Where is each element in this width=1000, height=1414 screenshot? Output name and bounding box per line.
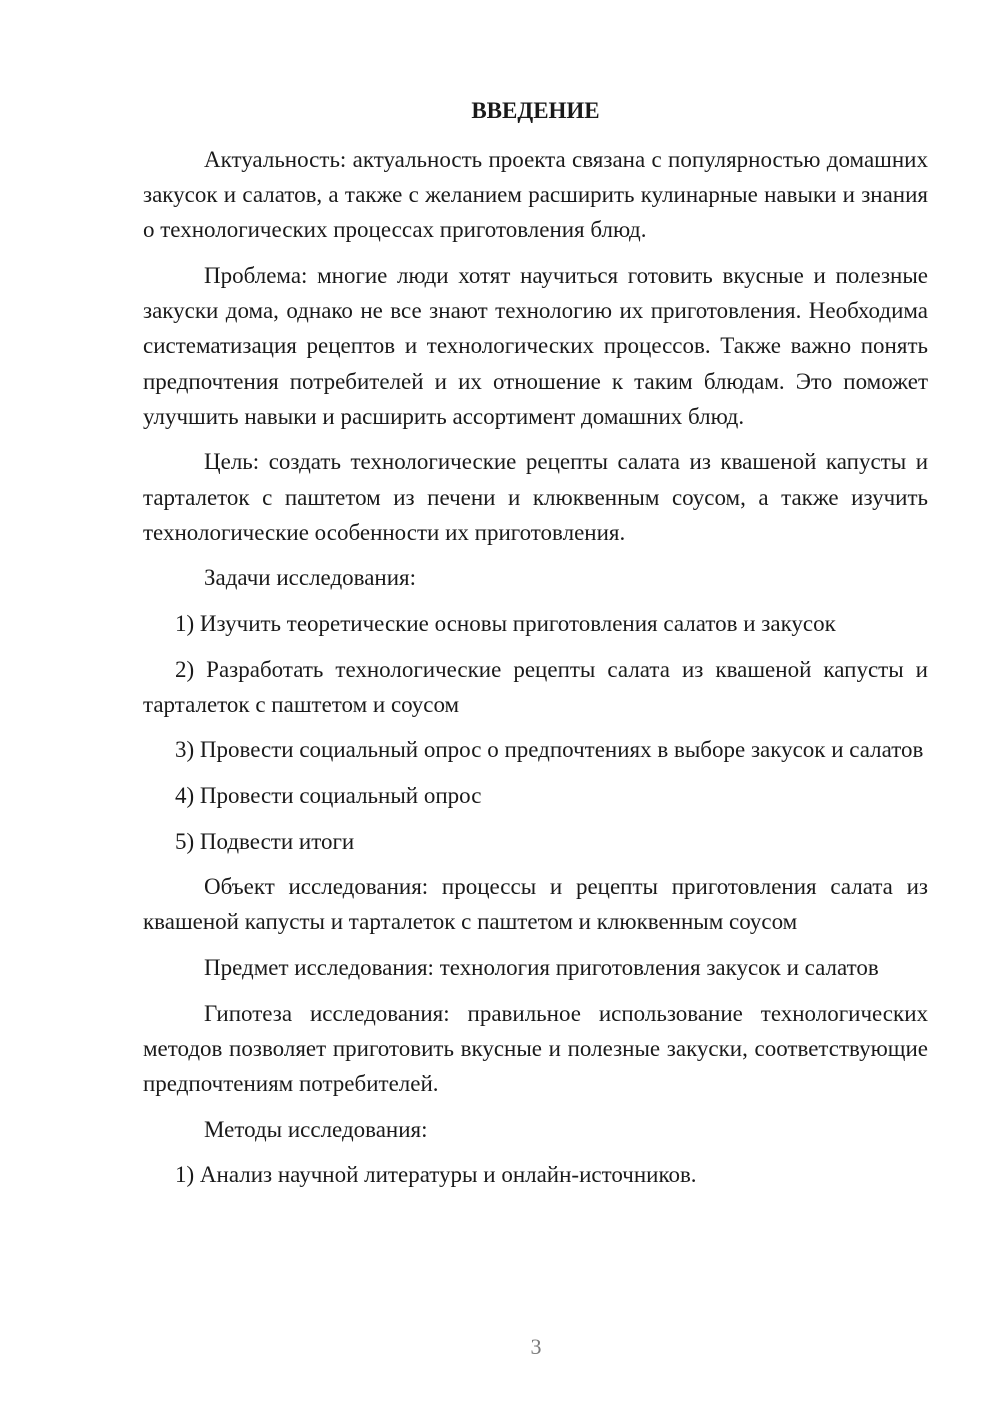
hypothesis-paragraph: Гипотеза исследования: правильное использование технологических методов позволяет приготовить вкусные и полезные закуски, соответствующие предпочтениям потребителей. xyxy=(143,1000,928,1096)
task-item: 2) Разработать технологические рецепты салата из квашеной капусты и тарталеток с паштетом и соусом xyxy=(143,656,928,717)
subject-paragraph: Предмет исследования: технология приготовления закусок и салатов xyxy=(204,954,879,980)
object-paragraph: Объект исследования: процессы и рецепты приготовления салата из квашеной капусты и тарталеток с паштетом и клюквенным соусом xyxy=(143,874,928,935)
task-item: 5) Подвести итоги xyxy=(175,828,355,854)
task-item: 4) Провести социальный опрос xyxy=(175,782,482,808)
relevance-paragraph: Актуальность: актуальность проекта связана с популярностью домашних закусок и салатов, а также с желанием расширить кулинарные навыки и знания о технологических процессах приготовления блюд. xyxy=(143,147,928,243)
tasks-title: Задачи исследования: xyxy=(204,565,417,591)
goal-paragraph: Цель: создать технологические рецепты салата из квашеной капусты и тарталеток с паштетом из печени и клюквенным соусом, а также изучить технологические особенности их приготовления. xyxy=(143,449,928,545)
page-number: 3 xyxy=(530,1334,542,1359)
page-title: ВВЕДЕНИЕ xyxy=(471,98,600,123)
document-body xyxy=(143,142,928,1203)
methods-title: Методы исследования: xyxy=(204,1116,428,1142)
task-item: 1) Изучить теоретические основы приготовления салатов и закусок xyxy=(175,611,836,636)
task-item: 3) Провести социальный опрос о предпочтениях в выборе закусок и салатов xyxy=(175,737,924,763)
problem-paragraph: Проблема: многие люди хотят научиться готовить вкусные и полезные закуски дома, однако не все знают технологию их приготовления. Необходима систематизация рецептов и технологических процессов. Также важно понять предпочтения потребителей и их отношение к таким блюдам. Это поможет улучшить навыки и расширить ассортимент домашних блюд. xyxy=(143,263,928,429)
method-item: 1) Анализ научной литературы и онлайн-источников. xyxy=(175,1162,697,1188)
